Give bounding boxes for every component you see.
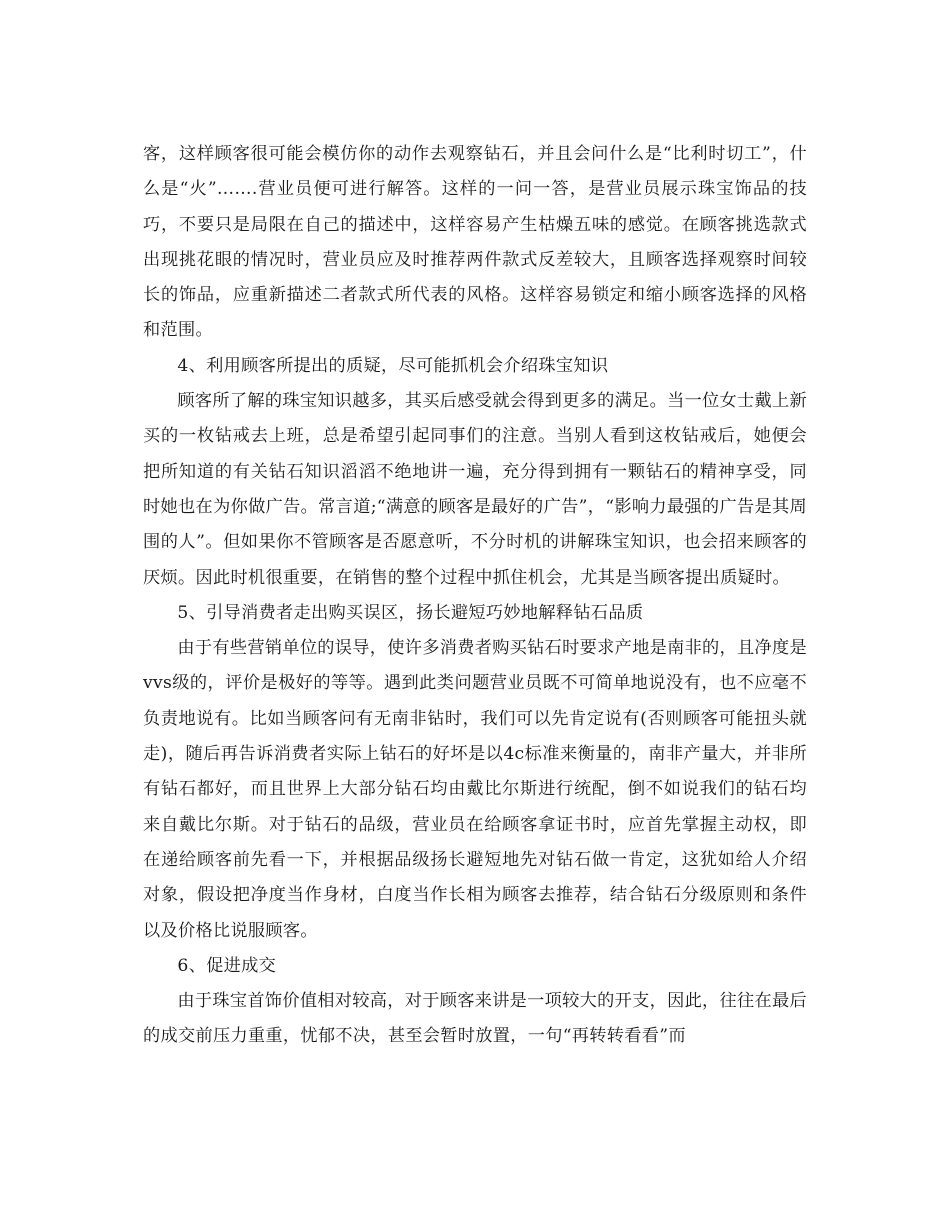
section-heading-4: 4、利用顾客所提出的质疑，尽可能抓机会介绍珠宝知识 (177, 355, 609, 376)
section-heading-5: 5、引导消费者走出购买误区，扬长避短巧妙地解释钻石品质 (177, 602, 644, 623)
paragraph-continuation: 客，这样顾客很可能会模仿你的动作去观察钻石，并且会问什么是“比利时切工”，什么是“火”…….营业员便可进行解答。这样的一问一答，是营业员展示珠宝饰品的技巧，不要只是局限在自己的描述中，这样容易产生枯燥五味的感觉。在顾客挑选款式出现挑花眼的情况时，营业员应及时推荐两件款式反差较大，且顾客选择观察时间较长的饰品，应重新描述二者款式所代表的风格。这样容易锁定和缩小顾客选择的风格和范围。 (143, 144, 807, 341)
paragraph-section-5: 由于有些营销单位的误导，使许多消费者购买钻石时要求产地是南非的，且净度是vvs级的，评价是极好的等等。遇到此类问题营业员既不可简单地说没有，也不应毫不负责地说有。比如当顾客问有无南非钻时，我们可以先肯定说有(否则顾客可能扭头就走)，随后再告诉消费者实际上钻石的好坏是以4c标准来衡量的，南非产量大，并非所有钻石都好，而且世界上大部分钻石均由戴比尔斯进行统配，倒不如说我们的钻石均来自戴比尔斯。对于钻石的品级，营业员在给顾客拿证书时，应首先掌握主动权，即在递给顾客前先看一下，并根据品级扬长避短地先对钻石做一肯定，这犹如给人介绍对象，假设把净度当作身材，白度当作长相为顾客去推荐，结合钻石分级原则和条件以及价格比说服顾客。 (143, 638, 807, 941)
section-heading-6: 6、促进成交 (177, 955, 277, 976)
paragraph-section-4: 顾客所了解的珠宝知识越多，其买后感受就会得到更多的满足。当一位女士戴上新买的一枚钻戒去上班，总是希望引起同事们的注意。当别人看到这枚钻戒后，她便会把所知道的有关钻石知识滔滔不绝地讲一遍，充分得到拥有一颗钻石的精神享受，同时她也在为你做广告。常言道;“满意的顾客是最好的广告”，“影响力最强的广告是其周围的人”。但如果你不管顾客是否愿意听，不分时机的讲解珠宝知识，也会招来顾客的厌烦。因此时机很重要，在销售的整个过程中抓住机会，尤其是当顾客提出质疑时。 (143, 391, 807, 588)
paragraph-section-6: 由于珠宝首饰价值相对较高，对于顾客来讲是一项较大的开支，因此，往往在最后的成交前压力重重，忧郁不决，甚至会暂时放置，一句“再转转看看”而 (143, 991, 807, 1047)
document-body (143, 137, 807, 1055)
